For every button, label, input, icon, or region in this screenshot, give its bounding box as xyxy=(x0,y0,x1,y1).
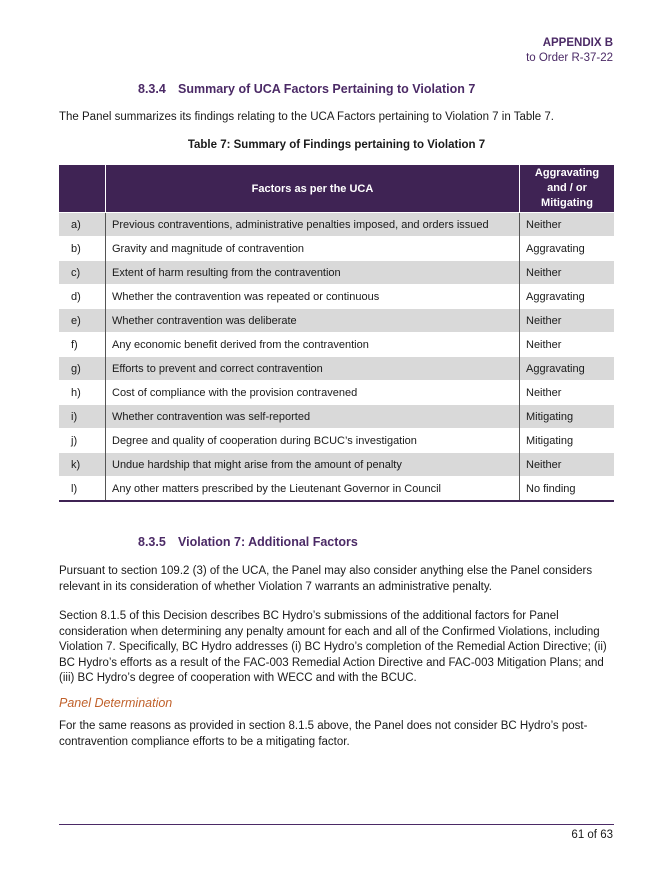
section-number: 8.3.5 xyxy=(138,535,166,549)
row-result: No finding xyxy=(520,477,615,502)
appendix-header xyxy=(526,36,613,66)
paragraph-submissions: Section 8.1.5 of this Decision describes BC Hydro’s submissions of the additional factors for Panel consideration when determining any penalty amount for each and all of the Confirmed Violations, including Violation 7. Specifically, BC Hydro addresses (i) BC Hydro’s completion of the Remedial Action Directive; (ii) BC Hydro’s efforts as a result of the FAC-003 Remedial Action Directive and FAC-003 Mitigation Plans; and (iii) BC Hydro’s degree of cooperation with WECC and with the BCUC. xyxy=(59,610,607,684)
table-row xyxy=(59,453,614,477)
table-row xyxy=(59,333,614,357)
table-row xyxy=(59,477,614,502)
letter-header xyxy=(59,165,106,213)
section-title: Summary of UCA Factors Pertaining to Violation 7 xyxy=(178,82,476,96)
section-intro: The Panel summarizes its findings relating to the UCA Factors pertaining to Violation 7 in Table 7. xyxy=(59,111,554,123)
row-factor: Degree and quality of cooperation during BCUC’s investigation xyxy=(106,429,520,453)
panel-determination-heading: Panel Determination xyxy=(59,696,173,710)
row-letter: j) xyxy=(59,429,106,453)
table-row xyxy=(59,357,614,381)
row-result: Mitigating xyxy=(520,429,615,453)
section-heading-835 xyxy=(138,535,358,549)
table-caption: Table 7: Summary of Findings pertaining to Violation 7 xyxy=(187,139,486,151)
appendix-label: APPENDIX B xyxy=(542,37,613,49)
row-factor: Whether contravention was self-reported xyxy=(106,405,520,429)
row-letter: b) xyxy=(59,237,106,261)
row-factor: Cost of compliance with the provision contravened xyxy=(106,381,520,405)
row-factor: Any economic benefit derived from the contravention xyxy=(106,333,520,357)
row-result: Mitigating xyxy=(520,405,615,429)
row-factor: Any other matters prescribed by the Lieutenant Governor in Council xyxy=(106,477,520,502)
row-result: Aggravating xyxy=(520,357,615,381)
row-result: Neither xyxy=(520,333,615,357)
table-row xyxy=(59,213,614,237)
table-body xyxy=(59,213,614,502)
row-letter: k) xyxy=(59,453,106,477)
row-result: Neither xyxy=(520,453,615,477)
order-label: to Order R-37-22 xyxy=(526,52,613,64)
section-number: 8.3.4 xyxy=(138,82,166,96)
row-letter: c) xyxy=(59,261,106,285)
row-factor: Gravity and magnitude of contravention xyxy=(106,237,520,261)
row-factor: Whether the contravention was repeated or continuous xyxy=(106,285,520,309)
uca-factors-table xyxy=(59,165,614,502)
row-letter: h) xyxy=(59,381,106,405)
panel-determination-text: For the same reasons as provided in section 8.1.5 above, the Panel does not consider BC Hydro’s post-contravention compliance efforts to be a mitigating factor. xyxy=(59,720,588,748)
table-row xyxy=(59,381,614,405)
table-row xyxy=(59,285,614,309)
footer-divider xyxy=(59,824,614,825)
result-header: Aggravating and / or Mitigating xyxy=(520,165,615,213)
row-result: Neither xyxy=(520,213,615,237)
page-number: 61 of 63 xyxy=(571,829,613,841)
row-result: Neither xyxy=(520,261,615,285)
paragraph-relevance: Pursuant to section 109.2 (3) of the UCA, the Panel may also consider anything else the Panel considers relevant in its consideration of whether Violation 7 warrants an administrative penalty. xyxy=(59,565,593,593)
row-letter: e) xyxy=(59,309,106,333)
row-letter: l) xyxy=(59,477,106,502)
row-factor: Undue hardship that might arise from the amount of penalty xyxy=(106,453,520,477)
table-row xyxy=(59,429,614,453)
row-factor: Extent of harm resulting from the contravention xyxy=(106,261,520,285)
section-heading-834 xyxy=(138,82,475,96)
row-result: Aggravating xyxy=(520,285,615,309)
row-result: Neither xyxy=(520,381,615,405)
row-result: Neither xyxy=(520,309,615,333)
row-letter: f) xyxy=(59,333,106,357)
table-row xyxy=(59,405,614,429)
table-row xyxy=(59,237,614,261)
row-result: Aggravating xyxy=(520,237,615,261)
row-letter: d) xyxy=(59,285,106,309)
row-letter: i) xyxy=(59,405,106,429)
table-row xyxy=(59,261,614,285)
row-factor: Efforts to prevent and correct contravention xyxy=(106,357,520,381)
table-row xyxy=(59,309,614,333)
row-letter: a) xyxy=(59,213,106,237)
factor-header: Factors as per the UCA xyxy=(106,165,520,213)
table-header-row xyxy=(59,165,614,213)
row-factor: Previous contraventions, administrative penalties imposed, and orders issued xyxy=(106,213,520,237)
row-letter: g) xyxy=(59,357,106,381)
section-title: Violation 7: Additional Factors xyxy=(178,535,358,549)
row-factor: Whether contravention was deliberate xyxy=(106,309,520,333)
